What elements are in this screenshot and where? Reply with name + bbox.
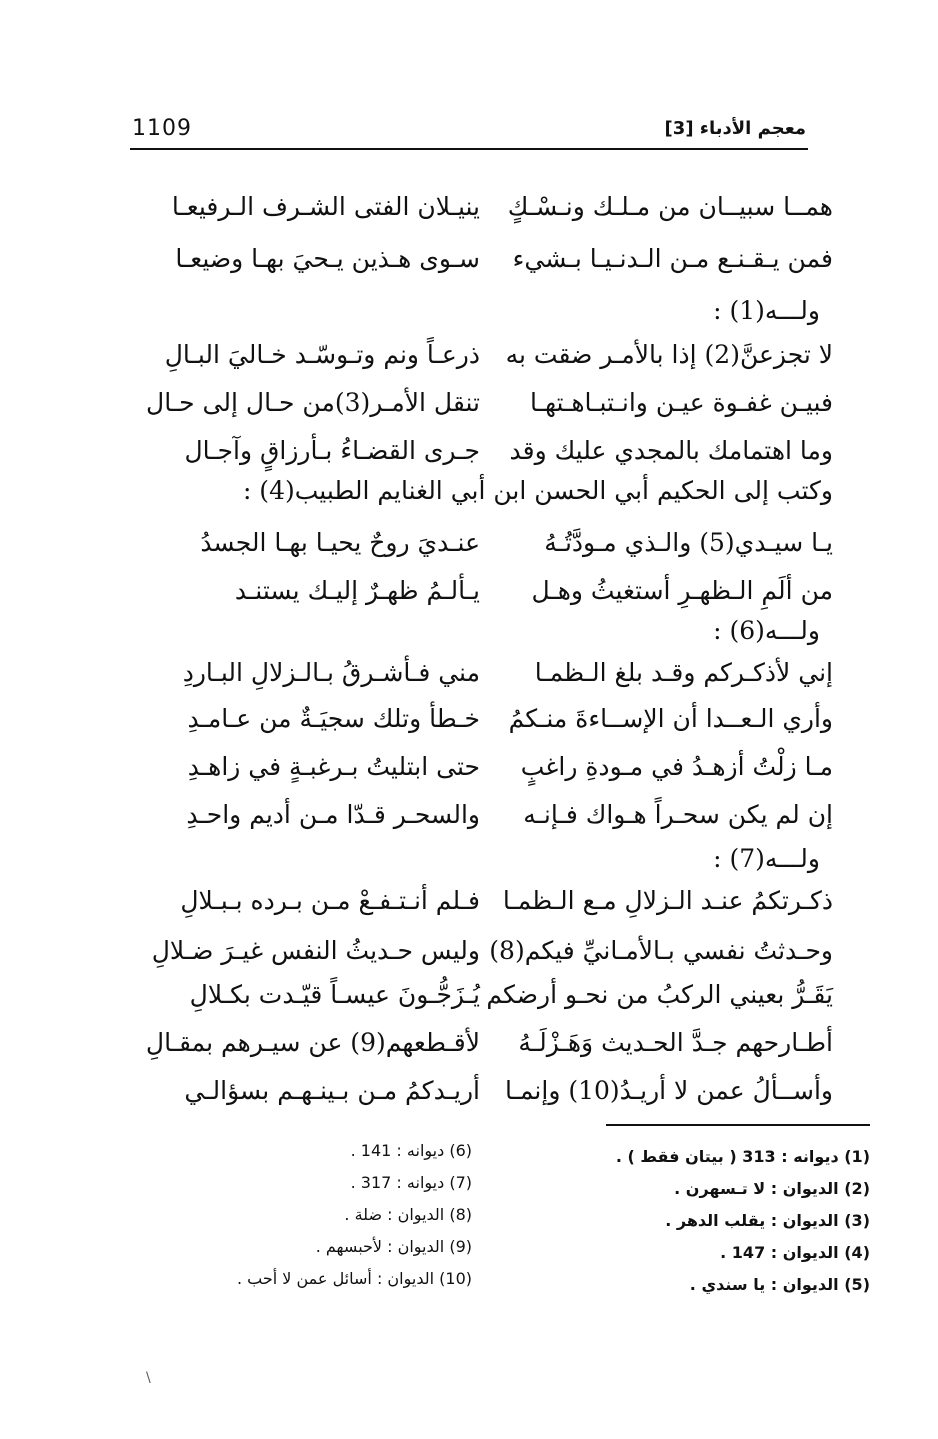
verse-first-hemistich: وأري الـعــدا أن الإســاءةَ منـكمُ <box>508 704 833 733</box>
verse-line <box>0 790 938 840</box>
prose-line: ولـــه(6) : <box>713 616 820 645</box>
verse-line <box>0 378 938 428</box>
verse-first-hemistich: يَقَـرُّ بعيني الركبُ من نحـو أرضكم <box>486 980 833 1009</box>
verse-first-hemistich: إني لأذكـركم وقـد بلغ الـظمـا <box>534 658 833 687</box>
verse-first-hemistich: أطـارحهم جـدَّ الحـديث وَهَـزْلَـهُ <box>518 1028 833 1057</box>
verse-line <box>0 1018 938 1068</box>
footnote-item: (3) الديوان : يقلب الدهر . <box>665 1211 870 1230</box>
verse-second-hemistich: سـوى هـذين يـحيَ بهـا وضيعـا <box>175 244 480 273</box>
verse-first-hemistich: مـا زلْتُ أزهـدُ في مـودةِ راغبٍ <box>520 752 833 781</box>
stray-mark: \ <box>146 1370 151 1386</box>
footnote-item: (4) الديوان : 147 . <box>720 1243 870 1262</box>
verse-second-hemistich: مني فـأشـرقُ بـالـزلالِ البـاردِ <box>182 658 480 687</box>
verse-second-hemistich: يُـزَجُّـونَ عيسـاً قيّـدت بكـلالِ <box>189 980 480 1009</box>
verse-line <box>0 648 938 698</box>
footnote-item: (1) ديوانه : 313 ( بيتان فقط ) . <box>615 1147 870 1166</box>
footnote-item: (10) الديوان : أسائل عمن لا أحب . <box>236 1269 472 1288</box>
verse-first-hemistich: يـا سيـدي(5) والـذي مـودَّتُـهُ <box>544 528 833 557</box>
footnote-item: (8) الديوان : ضلة . <box>344 1205 472 1224</box>
verse-first-hemistich: من ألَمِ الـظهـرِ أستغيثُ وهـل <box>531 576 833 605</box>
verse-line <box>0 926 938 976</box>
verse-line <box>0 970 938 1020</box>
verse-second-hemistich: لأقـطعهم(9) عن سيـرهم بمقـالِ <box>145 1028 480 1057</box>
verse-first-hemistich: وأســألُ عمن لا أريـدُ(10) وإنمـا <box>505 1076 833 1105</box>
verse-line <box>0 1066 938 1116</box>
verse-second-hemistich: وليس حـديثُ النفس غيـرَ ضـلالِ <box>151 936 480 965</box>
verse-first-hemistich: وحـدثتُ نفسي بـالأمـانيِّ فيكم(8) <box>489 936 833 965</box>
verse-second-hemistich: حتى ابتليتُ بـرغبـةٍ في زاهـدِ <box>187 752 480 781</box>
verse-line <box>0 742 938 792</box>
footnote-item: (2) الديوان : لا تـسهرن . <box>674 1179 870 1198</box>
verse-first-hemistich: وما اهتمامك بالمجدي عليك وقد <box>509 436 833 465</box>
verse-line <box>0 330 938 380</box>
verse-second-hemistich: يـألـمُ ظهـرٌ إليـك يستنـد <box>234 576 480 605</box>
verse-first-hemistich: لا تجزعنَّ(2) إذا بالأمـر ضقت به <box>505 340 833 369</box>
verse-line <box>0 876 938 926</box>
verse-second-hemistich: عنـديَ روحٌ يحيـا بهـا الجسدُ <box>200 528 480 557</box>
footnote-item: (7) ديوانه : 317 . <box>350 1173 472 1192</box>
verse-second-hemistich: خـطأ وتلك سجيَـةٌ من عـامـدِ <box>187 704 480 733</box>
footnote-item: (6) ديوانه : 141 . <box>350 1141 472 1160</box>
prose-line: ولـــه(7) : <box>713 844 820 873</box>
verse-second-hemistich: جـرى القضـاءُ بـأرزاقٍ وآجـال <box>184 436 480 465</box>
verse-first-hemistich: ذكـرتكمُ عنـد الـزلالِ مـع الـظمـا <box>502 886 833 915</box>
verse-second-hemistich: ينيـلان الفتى الشـرف الـرفيعـا <box>171 192 480 221</box>
verse-first-hemistich: فبيـن غفـوة عيـن وانـتبـاهـتهـا <box>530 388 833 417</box>
verse-line <box>0 234 938 284</box>
footnote-rule <box>606 1124 870 1126</box>
running-head: معجم الأدباء [3] <box>664 118 806 139</box>
verse-first-hemistich: همــا سبيــان من مـلـك ونـسْـكٍ <box>507 192 833 221</box>
page-number: 1109 <box>132 116 192 141</box>
prose-line: ولـــه(1) : <box>713 296 820 325</box>
verse-second-hemistich: أريـدكمُ مـن بـينـهـم بسؤالـي <box>184 1076 480 1105</box>
footnote-item: (5) الديوان : يا سندي . <box>689 1275 870 1294</box>
verse-line <box>0 694 938 744</box>
footnote-item: (9) الديوان : لأحبسهم . <box>315 1237 472 1256</box>
verse-first-hemistich: فمن يـقـنـع مـن الـدنـيـا بـشيء <box>512 244 833 273</box>
page-header <box>132 112 806 146</box>
verse-second-hemistich: فـلم أنـتـفـعْ مـن بـرده بـبـلالِ <box>180 886 480 915</box>
verse-second-hemistich: ذرعـاً ونم وتـوسّـد خـاليَ البـالِ <box>164 340 480 369</box>
verse-second-hemistich: والسحـر قـدّا مـن أديم واحـدِ <box>186 800 480 829</box>
verse-line <box>0 518 938 568</box>
verse-line <box>0 182 938 232</box>
verse-first-hemistich: إن لم يكن سحـراً هـواك فـإنـه <box>523 800 833 829</box>
verse-second-hemistich: تنقل الأمـر(3)من حـال إلى حـال <box>146 388 480 417</box>
prose-line: وكتب إلى الحكيم أبي الحسن ابن أبي الغنايم الطبيب(4) : <box>242 476 833 505</box>
header-rule <box>130 148 808 150</box>
